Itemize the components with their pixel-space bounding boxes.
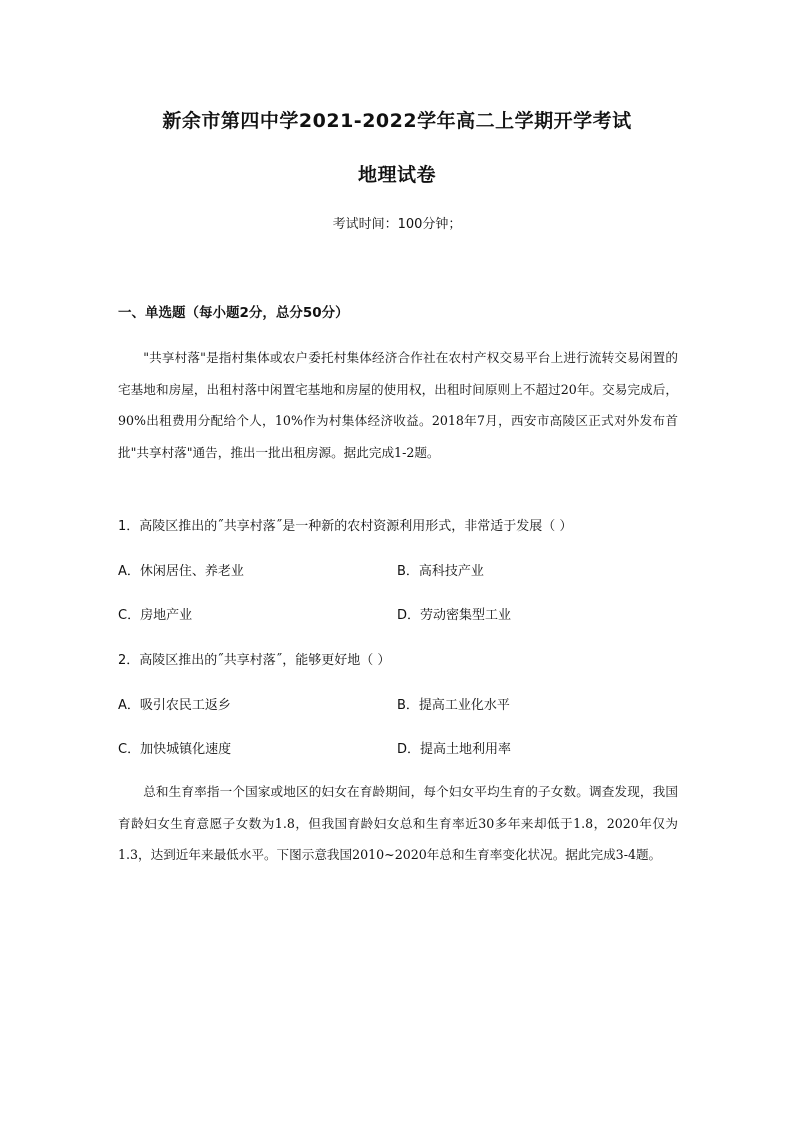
question-2-option-d: D．提高土地利用率	[397, 742, 512, 757]
exam-subject: 地理试卷	[357, 164, 436, 186]
question-1-option-d: D．劳动密集型工业	[397, 608, 512, 623]
question-2-option-b: B．提高工业化水平	[397, 698, 510, 713]
exam-title: 新余市第四中学2021-2022学年高二上学期开学考试	[162, 110, 632, 132]
question-2-option-a: A．吸引农民工返乡	[118, 698, 231, 713]
question-1-option-a: A．休闲居住、养老业	[118, 564, 244, 579]
question-2-stem: 2．高陵区推出的˝共享村落˝，能够更好地（ ）	[118, 653, 391, 668]
question-1-option-c: C．房地产业	[118, 608, 193, 623]
question-1-option-b: B．高科技产业	[397, 564, 484, 579]
passage-shared-village: "共享村落"是指村集体或农户委托村集体经济合作社在农村产权交易平台上进行流转交易闲置的宅基地和房屋，出租村落中闲置宅基地和房屋的使用权，出租时间原则上不超过20年。交易完成后，90%出租费用分配给个人，10%作为村集体经济收益。2018年7月，西安市高陵区正式对外发布首批"共享村落"通告，推出一批出租房源。据此完成1-2题。	[118, 350, 678, 460]
question-2-option-c: C．加快城镇化速度	[118, 742, 232, 757]
section-heading: 一、单选题（每小题2分，总分50分）	[118, 305, 349, 321]
passage-fertility-rate: 总和生育率指一个国家或地区的妇女在育龄期间，每个妇女平均生育的子女数。调查发现，我国育龄妇女生育意愿子女数为1.8，但我国育龄妇女总和生育率近30多年来却低于1.8，2020年仅为1.3，达到近年来最低水平。下图示意我国2010~2020年总和生育率变化状况。据此完成3-4题。	[118, 784, 678, 862]
question-1-stem: 1．高陵区推出的˝共享村落˝是一种新的农村资源利用形式，非常适于发展（ ）	[118, 519, 573, 534]
exam-time: 考试时间：100分钟；	[332, 217, 462, 232]
